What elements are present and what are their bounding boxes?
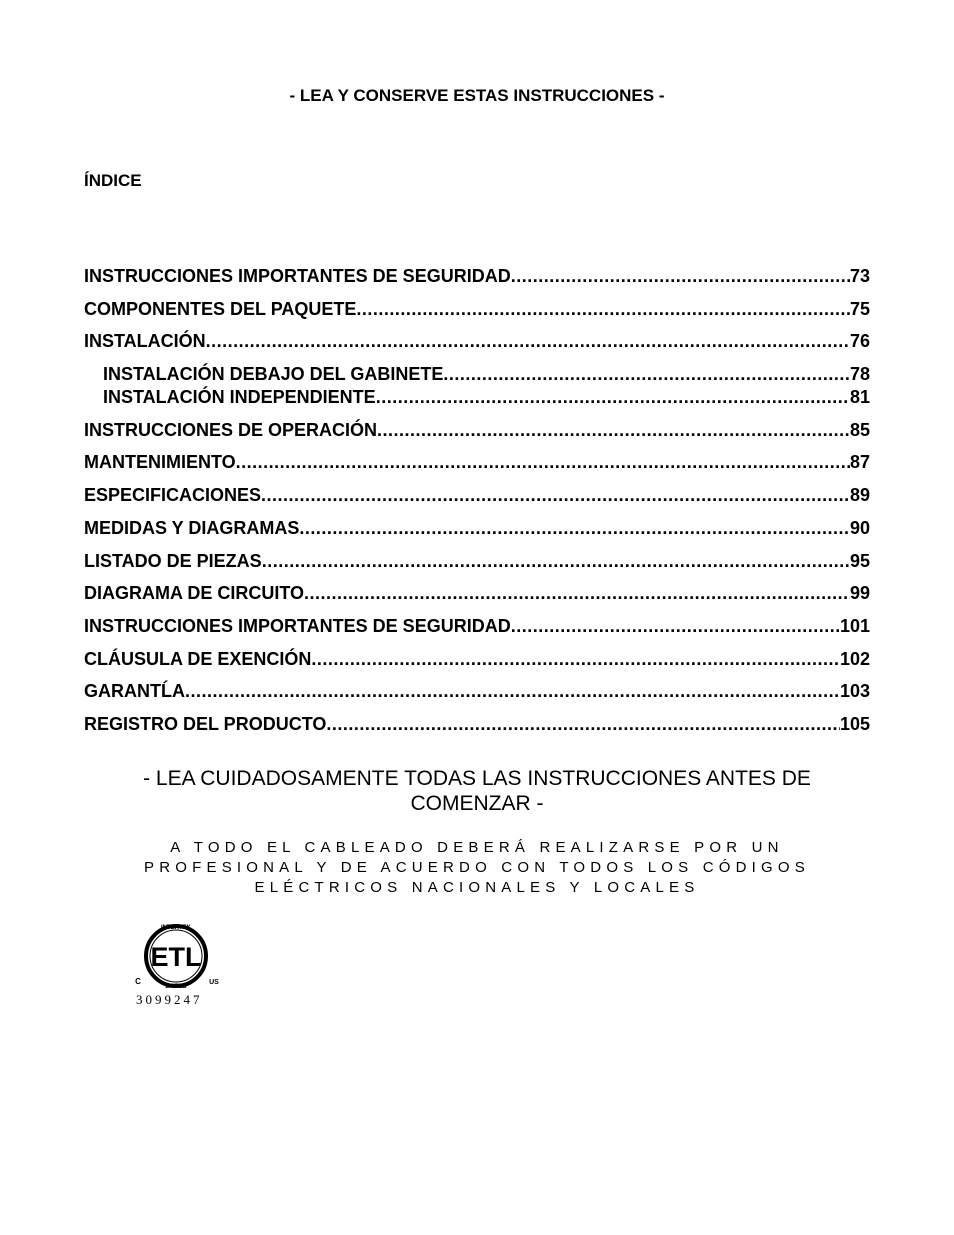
toc-entry (84, 330, 870, 352)
toc-entry (84, 550, 870, 572)
toc-leader-dots (299, 517, 850, 539)
toc-page-number: 90 (849, 517, 870, 538)
toc-entry (84, 517, 870, 539)
toc-page-number: 81 (849, 387, 870, 408)
toc-entry (84, 419, 870, 441)
toc-page-number: 95 (849, 550, 870, 571)
toc-page-number: 102 (839, 648, 870, 669)
toc-leader-dots (356, 298, 850, 320)
toc-entry-label: INSTALACIÓN DEBAJO DEL GABINETE (103, 364, 444, 385)
toc-page-number: 87 (849, 452, 870, 473)
toc-entry (84, 265, 870, 287)
toc-entry (84, 451, 870, 473)
etl-right-text: US (209, 979, 219, 986)
toc-page-number: 105 (839, 713, 870, 734)
toc-leader-dots (304, 582, 850, 604)
toc-entry (84, 484, 870, 506)
toc-page-number: 103 (839, 681, 870, 702)
etl-logo-text: ETL (150, 942, 202, 972)
toc-page-number: 99 (849, 583, 870, 604)
page-header: - LEA Y CONSERVE ESTAS INSTRUCCIONES - (289, 86, 665, 105)
read-instructions-notice: - LEA CUIDADOSAMENTE TODAS LAS INSTRUCCIONES ANTES DE COMENZAR - (143, 767, 811, 815)
etl-left-text: C (135, 977, 141, 986)
toc-entry-label: ESPECIFICACIONES (84, 485, 262, 506)
toc-entry-label: LISTADO DE PIEZAS (84, 550, 262, 571)
toc-entry-label: COMPONENTES DEL PAQUETE (84, 298, 357, 319)
toc-entry (84, 615, 870, 637)
toc-leader-dots (262, 550, 850, 572)
toc-entry-label: REGISTRO DEL PRODUCTO (84, 713, 327, 734)
toc-entry-label: INSTRUCCIONES IMPORTANTES DE SEGURIDAD (84, 266, 511, 286)
toc-page-number: 76 (849, 331, 870, 352)
toc-leader-dots (261, 484, 850, 506)
toc-subentry (84, 363, 870, 385)
toc-leader-dots (311, 648, 840, 670)
toc-leader-dots (377, 419, 850, 441)
toc-entry (84, 582, 870, 604)
toc-leader-dots (206, 330, 850, 352)
toc-leader-dots (511, 615, 840, 637)
table-of-contents (84, 265, 870, 746)
toc-page-number: 78 (849, 364, 870, 385)
toc-page-number: 89 (849, 485, 870, 506)
etl-top-text: INTERTEK (161, 925, 191, 931)
toc-entry-label: INSTRUCCIONES DE OPERACIÓN (84, 419, 378, 440)
toc-entry (84, 713, 870, 735)
toc-entry-label: MANTENIMIENTO (84, 452, 236, 473)
toc-page-number: 73 (849, 266, 870, 286)
toc-page-number: 101 (839, 615, 870, 636)
toc-leader-dots (376, 386, 850, 408)
toc-entry (84, 298, 870, 320)
toc-subentry (84, 386, 870, 408)
wiring-notice: A TODO EL CABLEADO DEBERÁ REALIZARSE POR UN PROFESIONAL Y DE ACUERDO CON TODOS LOS CÓDIGOS ELÉCTRICOS NACIONALES Y LOCALES (144, 839, 810, 896)
toc-entry-label: INSTRUCCIONES IMPORTANTES DE SEGURIDAD (84, 615, 511, 636)
toc-page-number: 75 (849, 298, 870, 319)
toc-leader-dots (236, 451, 850, 473)
toc-entry (84, 648, 870, 670)
toc-leader-dots (185, 680, 840, 702)
toc-leader-dots (326, 713, 840, 735)
toc-leader-dots (511, 265, 850, 287)
toc-leader-dots (443, 363, 850, 385)
toc-entry-label: GARANTĹA (84, 681, 185, 702)
toc-entry-label: CLÁUSULA DE EXENCIÓN (84, 648, 312, 669)
toc-entry-label: INSTALACIÓN (84, 331, 206, 352)
etl-bottom-text: LISTED (165, 984, 187, 990)
etl-certificate-number: 3099247 (136, 992, 203, 1007)
index-title: ÍNDICE (84, 171, 142, 190)
toc-entry (84, 680, 870, 702)
toc-entry-label: DIAGRAMA DE CIRCUITO (84, 583, 304, 604)
toc-entry-label: MEDIDAS Y DIAGRAMAS (84, 517, 300, 538)
toc-page-number: 85 (849, 419, 870, 440)
toc-entry-label: INSTALACIÓN INDEPENDIENTE (103, 387, 376, 408)
